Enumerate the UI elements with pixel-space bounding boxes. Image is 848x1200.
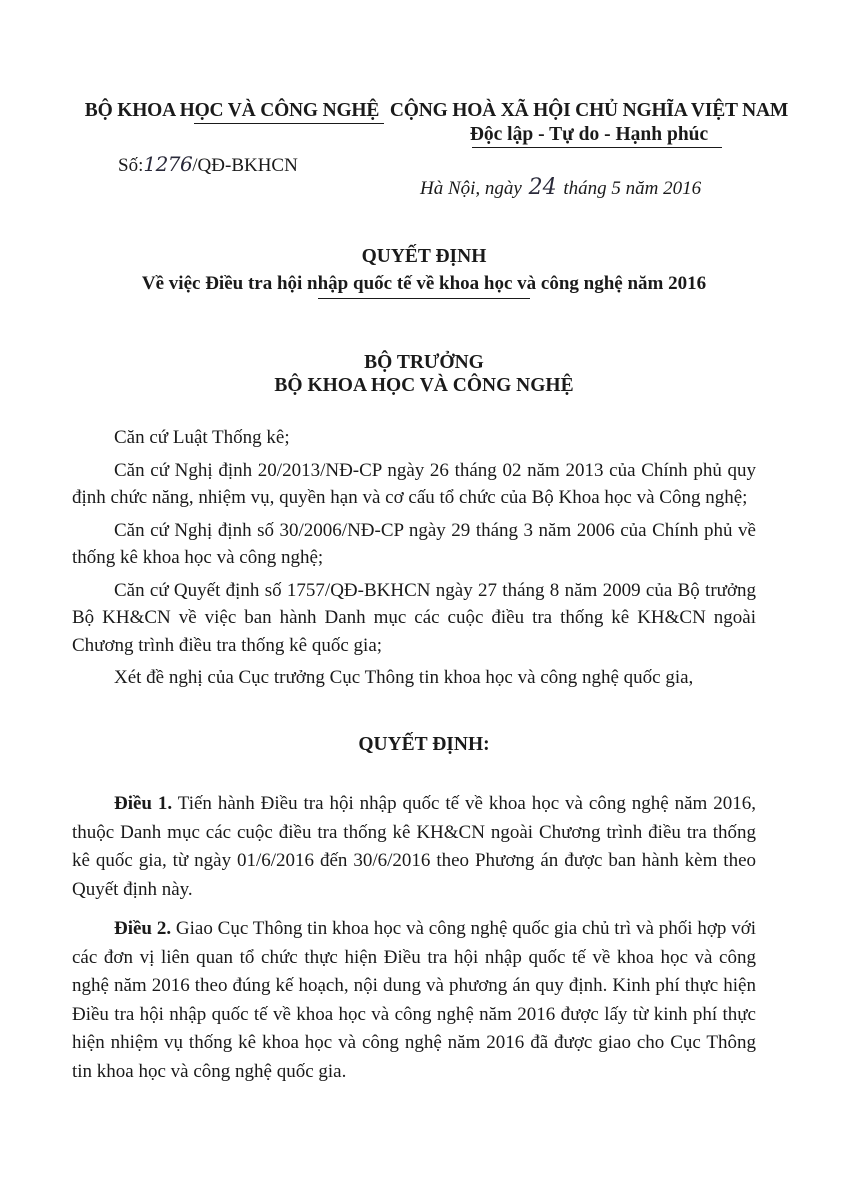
article-1: [72, 790, 756, 904]
article-2: [72, 915, 756, 1086]
national-header: [384, 100, 794, 148]
decision-heading: QUYẾT ĐỊNH:: [358, 734, 490, 755]
article-text: Tiến hành Điều tra hội nhập quốc tế về khoa học và công nghệ năm 2016, thuộc Danh mục các cuộc điều tra thống kê KH&CN ngoài Chương trình điều tra thống kê quốc gia, từ ngày 01/6/2016 đến 30/6/2016 theo Phương án được ban hành kèm theo Quyết định này.: [72, 793, 756, 900]
agency-name: BỘ KHOA HỌC VÀ CÔNG NGHỆ: [84, 100, 380, 121]
subject-underline: [318, 298, 530, 299]
doc-number-prefix: Số:: [118, 155, 144, 176]
basis-paragraph: Xét đề nghị của Cục trưởng Cục Thông tin khoa học và công nghệ quốc gia,: [114, 667, 694, 688]
document-title: [60, 246, 788, 299]
articles: [72, 790, 756, 1097]
basis-paragraph: Căn cứ Nghị định 20/2013/NĐ-CP ngày 26 tháng 02 năm 2013 của Chính phủ quy định chức năng, nhiệm vụ, quyền hạn và cơ cấu tổ chức của Bộ Khoa học và Công nghệ;: [72, 459, 756, 508]
legal-bases: [72, 424, 756, 697]
doc-number-handwritten: 1276: [143, 152, 193, 176]
authority-line2: BỘ KHOA HỌC VÀ CÔNG NGHỆ: [274, 375, 574, 396]
document-number: [118, 152, 298, 177]
national-motto: Độc lập - Tự do - Hạnh phúc: [469, 124, 709, 145]
doc-type: QUYẾT ĐỊNH: [361, 246, 487, 267]
basis-paragraph: Căn cứ Nghị định số 30/2006/NĐ-CP ngày 29 tháng 3 năm 2006 của Chính phủ về thống kê khoa học và công nghệ;: [72, 519, 756, 568]
doc-number-suffix: /QĐ-BKHCN: [192, 155, 298, 176]
doc-subject: Về việc Điều tra hội nhập quốc tế về khoa học và công nghệ năm 2016: [141, 273, 707, 294]
basis-paragraph: Căn cứ Quyết định số 1757/QĐ-BKHCN ngày 27 tháng 8 năm 2009 của Bộ trưởng Bộ KH&CN về việc ban hành Danh mục các cuộc điều tra thống kê KH&CN ngoài Chương trình điều tra thống kê quốc gia;: [72, 579, 756, 656]
article-label: Điều 1.: [114, 793, 173, 814]
article-text: Giao Cục Thông tin khoa học và công nghệ quốc gia chủ trì và phối hợp với các đơn vị liên quan tổ chức thực hiện Điều tra hội nhập quốc tế về khoa học và công nghệ năm 2016 theo đúng kế hoạch, nội dung và phương án quy định. Kinh phí thực hiện Điều tra hội nhập quốc tế về khoa học và công nghệ năm 2016 được lấy từ kinh phí thực hiện nhiệm vụ thống kê khoa học và công nghệ năm 2016 đã được giao cho Cục Thông tin khoa học và công nghệ quốc gia.: [72, 918, 757, 1082]
country-name: CỘNG HOÀ XÃ HỘI CHỦ NGHĨA VIỆT NAM: [389, 100, 789, 121]
article-label: Điều 2.: [114, 918, 172, 939]
date-prefix: Hà Nội, ngày: [420, 178, 522, 199]
motto-underline: [472, 147, 722, 148]
basis-paragraph: Căn cứ Luật Thống kê;: [114, 427, 290, 448]
issuing-authority: [60, 352, 788, 397]
date-day-handwritten: 24: [528, 175, 557, 200]
date-line: [420, 175, 701, 200]
agency-underline: [194, 123, 384, 124]
date-suffix: tháng 5 năm 2016: [563, 178, 702, 199]
agency-header: [82, 100, 382, 124]
authority-line1: BỘ TRƯỞNG: [364, 352, 484, 373]
